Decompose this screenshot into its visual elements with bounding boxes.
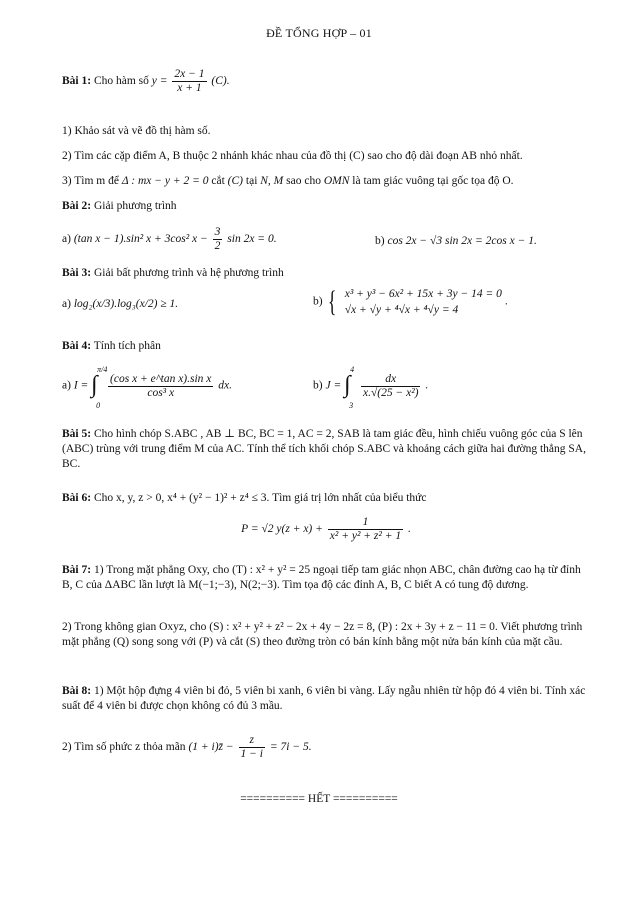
eq-2a-right: sin 2x = 0.: [227, 233, 277, 246]
problem-8-text-2: 2) Tìm số phức z thỏa mãn: [62, 741, 186, 754]
part-a-prefix: a): [62, 379, 71, 392]
problem-1-statement: [62, 68, 590, 95]
eq-2b: cos 2x − √3 sin 2x = 2cos x − 1.: [387, 235, 537, 247]
problem-2-parts: [62, 226, 590, 253]
problem-1-q1: 1) Khảo sát và vẽ đồ thị hàm số.: [62, 125, 211, 137]
system-eq-1: x³ + y³ − 6x² + 15x + 3y − 14 = 0: [344, 288, 502, 300]
problem-7-part-1: [62, 563, 590, 593]
expr-p-fraction: [328, 516, 403, 543]
part-a-prefix: a): [62, 298, 71, 310]
integral-sign-i: ∫ π/4 0: [91, 368, 103, 404]
problem-6-text: Cho x, y, z > 0, x⁴ + (y² − 1)² + z⁴ ≤ 3. Tìm giá trị lớn nhất của biểu thức: [93, 492, 427, 504]
eq-2a-fraction: [213, 226, 223, 253]
complex-eq-right: = 7i − 5.: [269, 741, 312, 754]
complex-eq-fraction: [239, 734, 265, 761]
part-b-prefix: b): [313, 379, 323, 392]
integral-i-lhs: I =: [73, 379, 89, 392]
part-b-prefix: b): [375, 235, 385, 247]
problem-3b: [313, 286, 603, 318]
problem-2-label: Bài 2:: [62, 200, 92, 212]
eq-2a-num: 3: [214, 226, 221, 238]
problem-8-label: Bài 8:: [62, 685, 92, 697]
expr-p-tail: .: [407, 523, 411, 536]
problem-1-q3: [62, 174, 590, 189]
problem-8-part-1: [62, 684, 590, 714]
integral-j-lower: 3: [349, 401, 354, 410]
q3-text-f: sao cho: [286, 175, 321, 187]
problem-2-text: Giải phương trình: [93, 200, 177, 212]
equation-system: [345, 286, 502, 318]
function-denominator: x + 1: [177, 82, 202, 94]
problem-7-label: Bài 7:: [62, 564, 92, 576]
function-numerator: 2x − 1: [174, 68, 205, 80]
integral-i-tail: dx.: [218, 379, 233, 392]
eq-2a-left: (tan x − 1).sin² x + 3cos² x −: [73, 233, 208, 246]
problem-8-part-2: [62, 734, 590, 761]
complex-eq-left: (1 + i)z̄ −: [188, 741, 234, 754]
problem-5-label: Bài 5:: [62, 428, 92, 440]
expr-p-den: x² + y² + z² + 1: [329, 530, 402, 542]
system-end: .: [504, 295, 508, 308]
problem-3-text: Giải bất phương trình và hệ phương trình: [93, 267, 284, 279]
problem-5-text: Cho hình chóp S.ABC , AB ⊥ BC, BC = 1, AC = 2, SAB là tam giác đều, hình chiếu vuông góc của S lên (ABC) trùng với trung điểm M của AC. Tính thể tích khối chóp S.ABC và khoảng cách giữa hai đường thẳng SA, BC.: [62, 428, 586, 470]
complex-eq-den: 1 − i: [240, 748, 264, 760]
problem-7-part-2: 2) Trong không gian Oxyz, cho (S) : x² + y² + z² − 2x + 4y − 2z = 8, (P) : 2x + 3y + z − 11 = 0. Viết phương trình mặt phẳng (Q) song song với (P) và cắt (S) theo đường tròn có bán kính bằng một nửa bán kính của mặt cầu.: [62, 621, 583, 648]
integral-i-num: (cos x + e^tan x).sin x: [110, 372, 212, 385]
problem-4-label: Bài 4:: [62, 340, 92, 352]
problem-6-label: Bài 6:: [62, 492, 92, 504]
problem-6: [62, 491, 590, 506]
problem-5: [62, 427, 590, 472]
q3-text-h: là tam giác vuông tại gốc tọa độ O.: [352, 175, 514, 187]
problem-7-text-1: 1) Trong mặt phẳng Oxy, cho (T) : x² + y² = 25 ngoại tiếp tam giác nhọn ABC, chân đường cao hạ từ đỉnh B, C của ΔABC lần lượt là M(−1;−3), N(2;−3). Tìm tọa độ các đỉnh A, B, C biết A có tung độ dương.: [62, 564, 581, 591]
q3-points: N, M: [260, 175, 284, 187]
problem-1-intro: Cho hàm số: [93, 75, 149, 88]
q3-line-eq: Δ : mx − y + 2 = 0: [121, 175, 209, 187]
q3-curve: (C): [227, 175, 244, 187]
integral-i-fraction: [108, 373, 213, 400]
problem-8-text-1: 1) Một hộp đựng 4 viên bi đỏ, 5 viên bi xanh, 6 viên bi vàng. Lấy ngẫu nhiên từ hộp đó 4 viên bi. Tính xác suất để 4 viên bi được chọn không có đủ 3 mầu.: [62, 685, 586, 712]
q3-triangle: OMN: [323, 175, 350, 187]
integral-sign-j: ∫ 4 3: [344, 368, 356, 404]
problem-3-label: Bài 3:: [62, 267, 92, 279]
eq-3a: log₂(x/3).log₃(x/2) ≥ 1.: [73, 298, 179, 310]
problem-4b: [313, 365, 603, 410]
integral-i-lower: 0: [96, 401, 101, 410]
end-marker: ========== HẾT ==========: [240, 793, 398, 805]
eq-2a-den: 2: [214, 240, 221, 252]
integral-i-upper: π/4: [97, 365, 108, 374]
function-tag: (C).: [211, 75, 230, 88]
system-brace: {: [328, 285, 337, 318]
part-a-prefix: a): [62, 233, 71, 246]
expr-p-lhs: P = √2 y(z + x) +: [241, 523, 323, 536]
problem-1-label: Bài 1:: [62, 75, 92, 88]
problem-4-title: [62, 339, 590, 354]
integral-i-den: cos³ x: [147, 386, 175, 399]
part-2b: [375, 234, 537, 249]
part-b-prefix: b): [313, 295, 323, 308]
integral-j-upper: 4: [350, 365, 355, 374]
page-header: ĐỀ TỔNG HỢP – 01: [266, 26, 372, 40]
problem-6-expression: [62, 516, 590, 543]
integral-j-num: dx: [361, 373, 421, 387]
complex-eq-num: z: [239, 734, 265, 748]
problem-1-q2: 2) Tìm các cặp điểm A, B thuộc 2 nhánh khác nhau của đồ thị (C) sao cho độ dài đoạn AB nhỏ nhất.: [62, 150, 523, 162]
problem-2-title: [62, 199, 590, 214]
integral-j-den: x.√(25 − x²): [362, 386, 419, 399]
expr-p-num: 1: [328, 516, 403, 530]
q3-text-a: 3) Tìm m để: [62, 175, 119, 187]
q3-text-b: cắt: [211, 175, 225, 187]
q3-text-d: tại: [245, 175, 258, 187]
function-lhs: y =: [151, 75, 168, 88]
integral-j-fraction: [361, 373, 421, 400]
problem-3-title: [62, 266, 590, 281]
integral-j-lhs: J =: [325, 379, 342, 392]
problem-4-text: Tính tích phân: [93, 340, 161, 352]
integral-j-tail: .: [425, 379, 429, 392]
function-fraction: [172, 68, 206, 95]
system-eq-2: √x + √y + ⁴√x + ⁴√y = 4: [344, 304, 459, 316]
